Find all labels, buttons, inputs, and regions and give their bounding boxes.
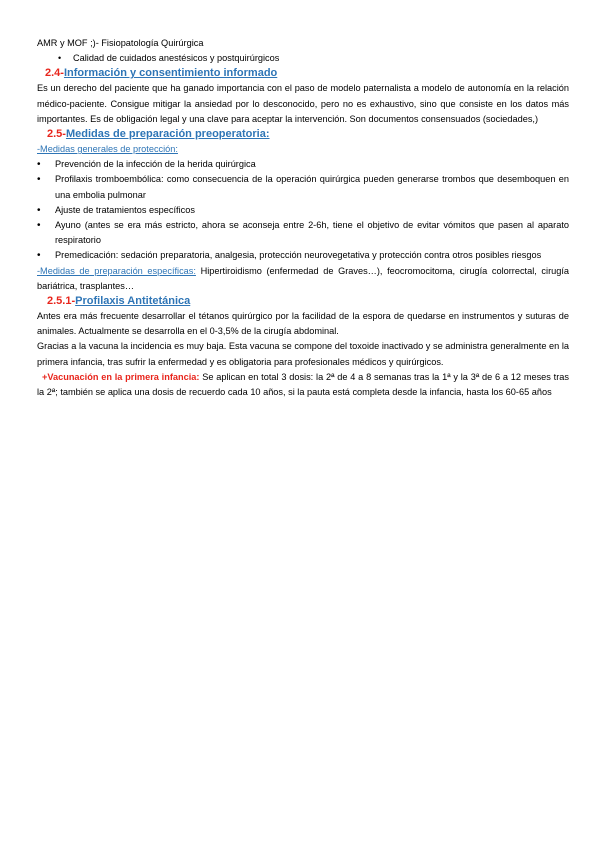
paragraph-consent: Es un derecho del paciente que ha ganado importancia con el paso de modelo paternalista a modelo de autonomía en la relación médico-paciente. Consigue mitigar la ansiedad por lo desconocido, pero no es exhaustivo, sino que consiste en los datos más importantes. Es de obligación legal y una clave para aceptar la intervención. Son documentos consensuados (sociedades,)	[37, 83, 569, 124]
document-header: AMR y MOF ;)- Fisiopatología Quirúrgica	[37, 38, 204, 48]
paragraph-vaccine: Gracias a la vacuna la incidencia es muy baja. Esta vacuna se compone del toxoide inactivado y se administra generalmente en la primera infancia, tras sufrir la enfermedad y es obligatoria para profesionales médicos y quirúrgicos.	[37, 341, 569, 367]
section-number: 2.4-	[45, 67, 64, 80]
general-measures-title: -Medidas generales de protección:	[37, 144, 178, 155]
vaccination-label: +Vacunación en la primera infancia:	[42, 371, 200, 382]
list-item: • Ajuste de tratamientos específicos	[37, 203, 569, 218]
document-page	[37, 36, 569, 400]
paragraph-childhood-vaccination	[37, 370, 569, 400]
general-measures-list	[37, 157, 569, 263]
section-number: 2.5.1-	[47, 295, 76, 308]
list-item: • Profilaxis tromboembólica: como consecuencia de la operación quirúrgica pueden generarse trombos que desemboquen en una embolia pulmonar	[37, 172, 569, 202]
section-number: 2.5-	[47, 128, 66, 141]
section-heading-2-5	[37, 127, 569, 142]
specific-measures-text: Hipertiroidismo (enfermedad de Graves…), feocromocitoma, cirugía colorrectal, cirugía bariátrica, trasplantes…	[37, 265, 570, 291]
list-item: • Premedicación: sedación preparatoria, analgesia, protección neurovegetativa y protección contra otros posibles riesgos	[37, 248, 569, 263]
header-bullet-item: • Calidad de cuidados anestésicos y postquirúrgicos	[37, 51, 569, 66]
section-title: Medidas de preparación preoperatoria:	[65, 128, 270, 141]
specific-measures-title: -Medidas de preparación específicas:	[37, 265, 196, 276]
paragraph-tetanus-history: Antes era más frecuente desarrollar el tétanos quirúrgico por la facilidad de la espora de quedarse en instrumentos y suturas de animales. Actualmente se desarrolla en el 0-3,5% de la cirugía abdominal.	[37, 311, 569, 337]
vaccination-text: Se aplican en total 3 dosis: la 2ª de 4 a 8 semanas tras la 1ª y la 3ª de 6 a 12 meses tras la 2ª; también se aplica una dosis de recuerdo cada 10 años, si la pauta está completa desde la infancia, hasta los 60-65 años	[37, 371, 569, 398]
section-title: Profilaxis Antitetánica	[75, 295, 191, 308]
section-title: Información y consentimiento informado	[63, 67, 278, 80]
specific-measures-paragraph	[37, 264, 569, 294]
list-item: • Prevención de la infección de la herida quirúrgica	[37, 157, 569, 172]
section-heading-2-4	[37, 66, 569, 81]
list-item: • Ayuno (antes se era más estricto, ahora se aconseja entre 2-6h, tiene el objetivo de evitar vómitos que pasen al aparato respiratorio	[37, 218, 569, 248]
section-heading-2-5-1	[37, 294, 569, 309]
